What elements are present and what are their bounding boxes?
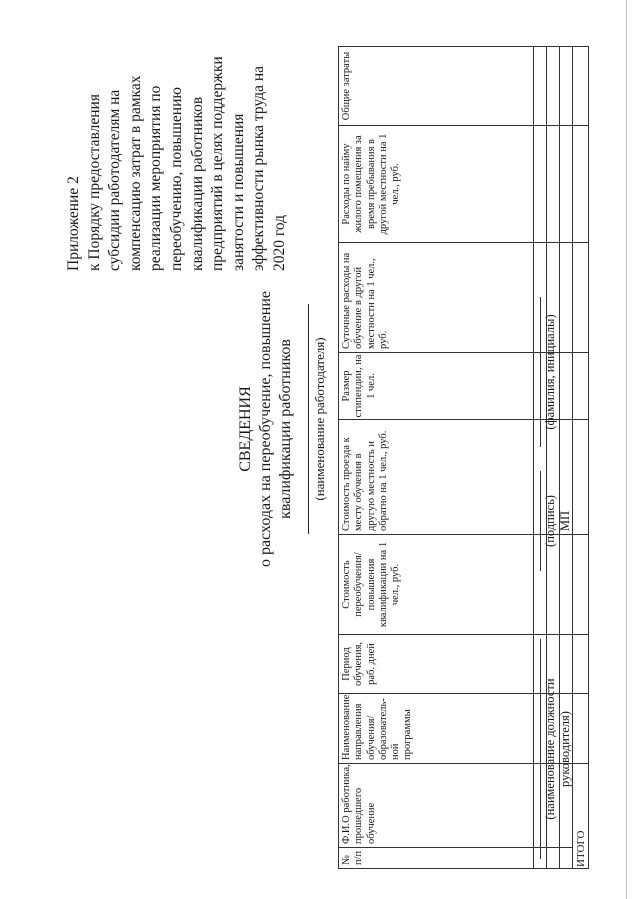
title-heading: СВЕДЕНИЯ	[237, 386, 254, 472]
position-caption: (наименование должности руководителя)	[543, 678, 572, 820]
header-cell-total-cost: Общие затраты	[339, 47, 534, 126]
header-cell-housing: Расходы по найму жилого помещения за время пребывания в другой местности на 1 чел., руб.	[339, 126, 534, 243]
title-line-1: о расходах на переобучение, повышение	[257, 291, 274, 568]
signature-caption: (подпись)	[543, 495, 557, 547]
position-line	[540, 639, 541, 859]
signature-line	[540, 471, 541, 571]
total-label: ИТОГО	[573, 764, 589, 869]
total-row	[573, 47, 589, 869]
title-line-2: квалификации работников	[277, 339, 294, 519]
appendix-text: к Порядку предоставления субсидии работодателям на компенсацию затрат в рамках реализации мероприятия по переобучению, повышению квалификации работников предприятий в целях поддержки занятости и повышения эффективности рынка труда на 2020 год	[85, 56, 288, 271]
name-line	[540, 297, 541, 447]
header-cell-number: № п/п	[339, 848, 534, 869]
appendix-block	[64, 41, 291, 271]
name-caption: (фамилия, инициалы)	[543, 314, 557, 430]
header-cell-training-cost: Стоимость переобучения/ повышения квалификации на 1 чел., руб.	[339, 535, 534, 635]
employer-caption: (наименование работодателя)	[312, 337, 327, 501]
header-cell-per-diem: Суточные расходы на обучение в другой местности на 1 чел., руб.	[339, 243, 534, 353]
header-cell-program: Наименование направления обучения/ образователь-ной программы	[339, 694, 534, 764]
employer-name-line	[308, 304, 309, 534]
header-cell-employee: Ф.И.О работника, прошедшего обучение	[339, 764, 534, 848]
header-cell-stipend: Размер стипендии, на 1 чел.	[339, 353, 534, 420]
table-header-row	[339, 47, 534, 869]
scan-edge-line	[626, 0, 627, 899]
document-title	[236, 239, 296, 619]
header-cell-period: Период обучения, раб. дней	[339, 635, 534, 694]
appendix-label: Приложение 2	[65, 176, 82, 271]
header-cell-travel-cost: Стоимость проезда к месту обучения в другую местность и обратно на 1 чел., руб.	[339, 420, 534, 535]
seal-caption: МП	[558, 510, 572, 532]
